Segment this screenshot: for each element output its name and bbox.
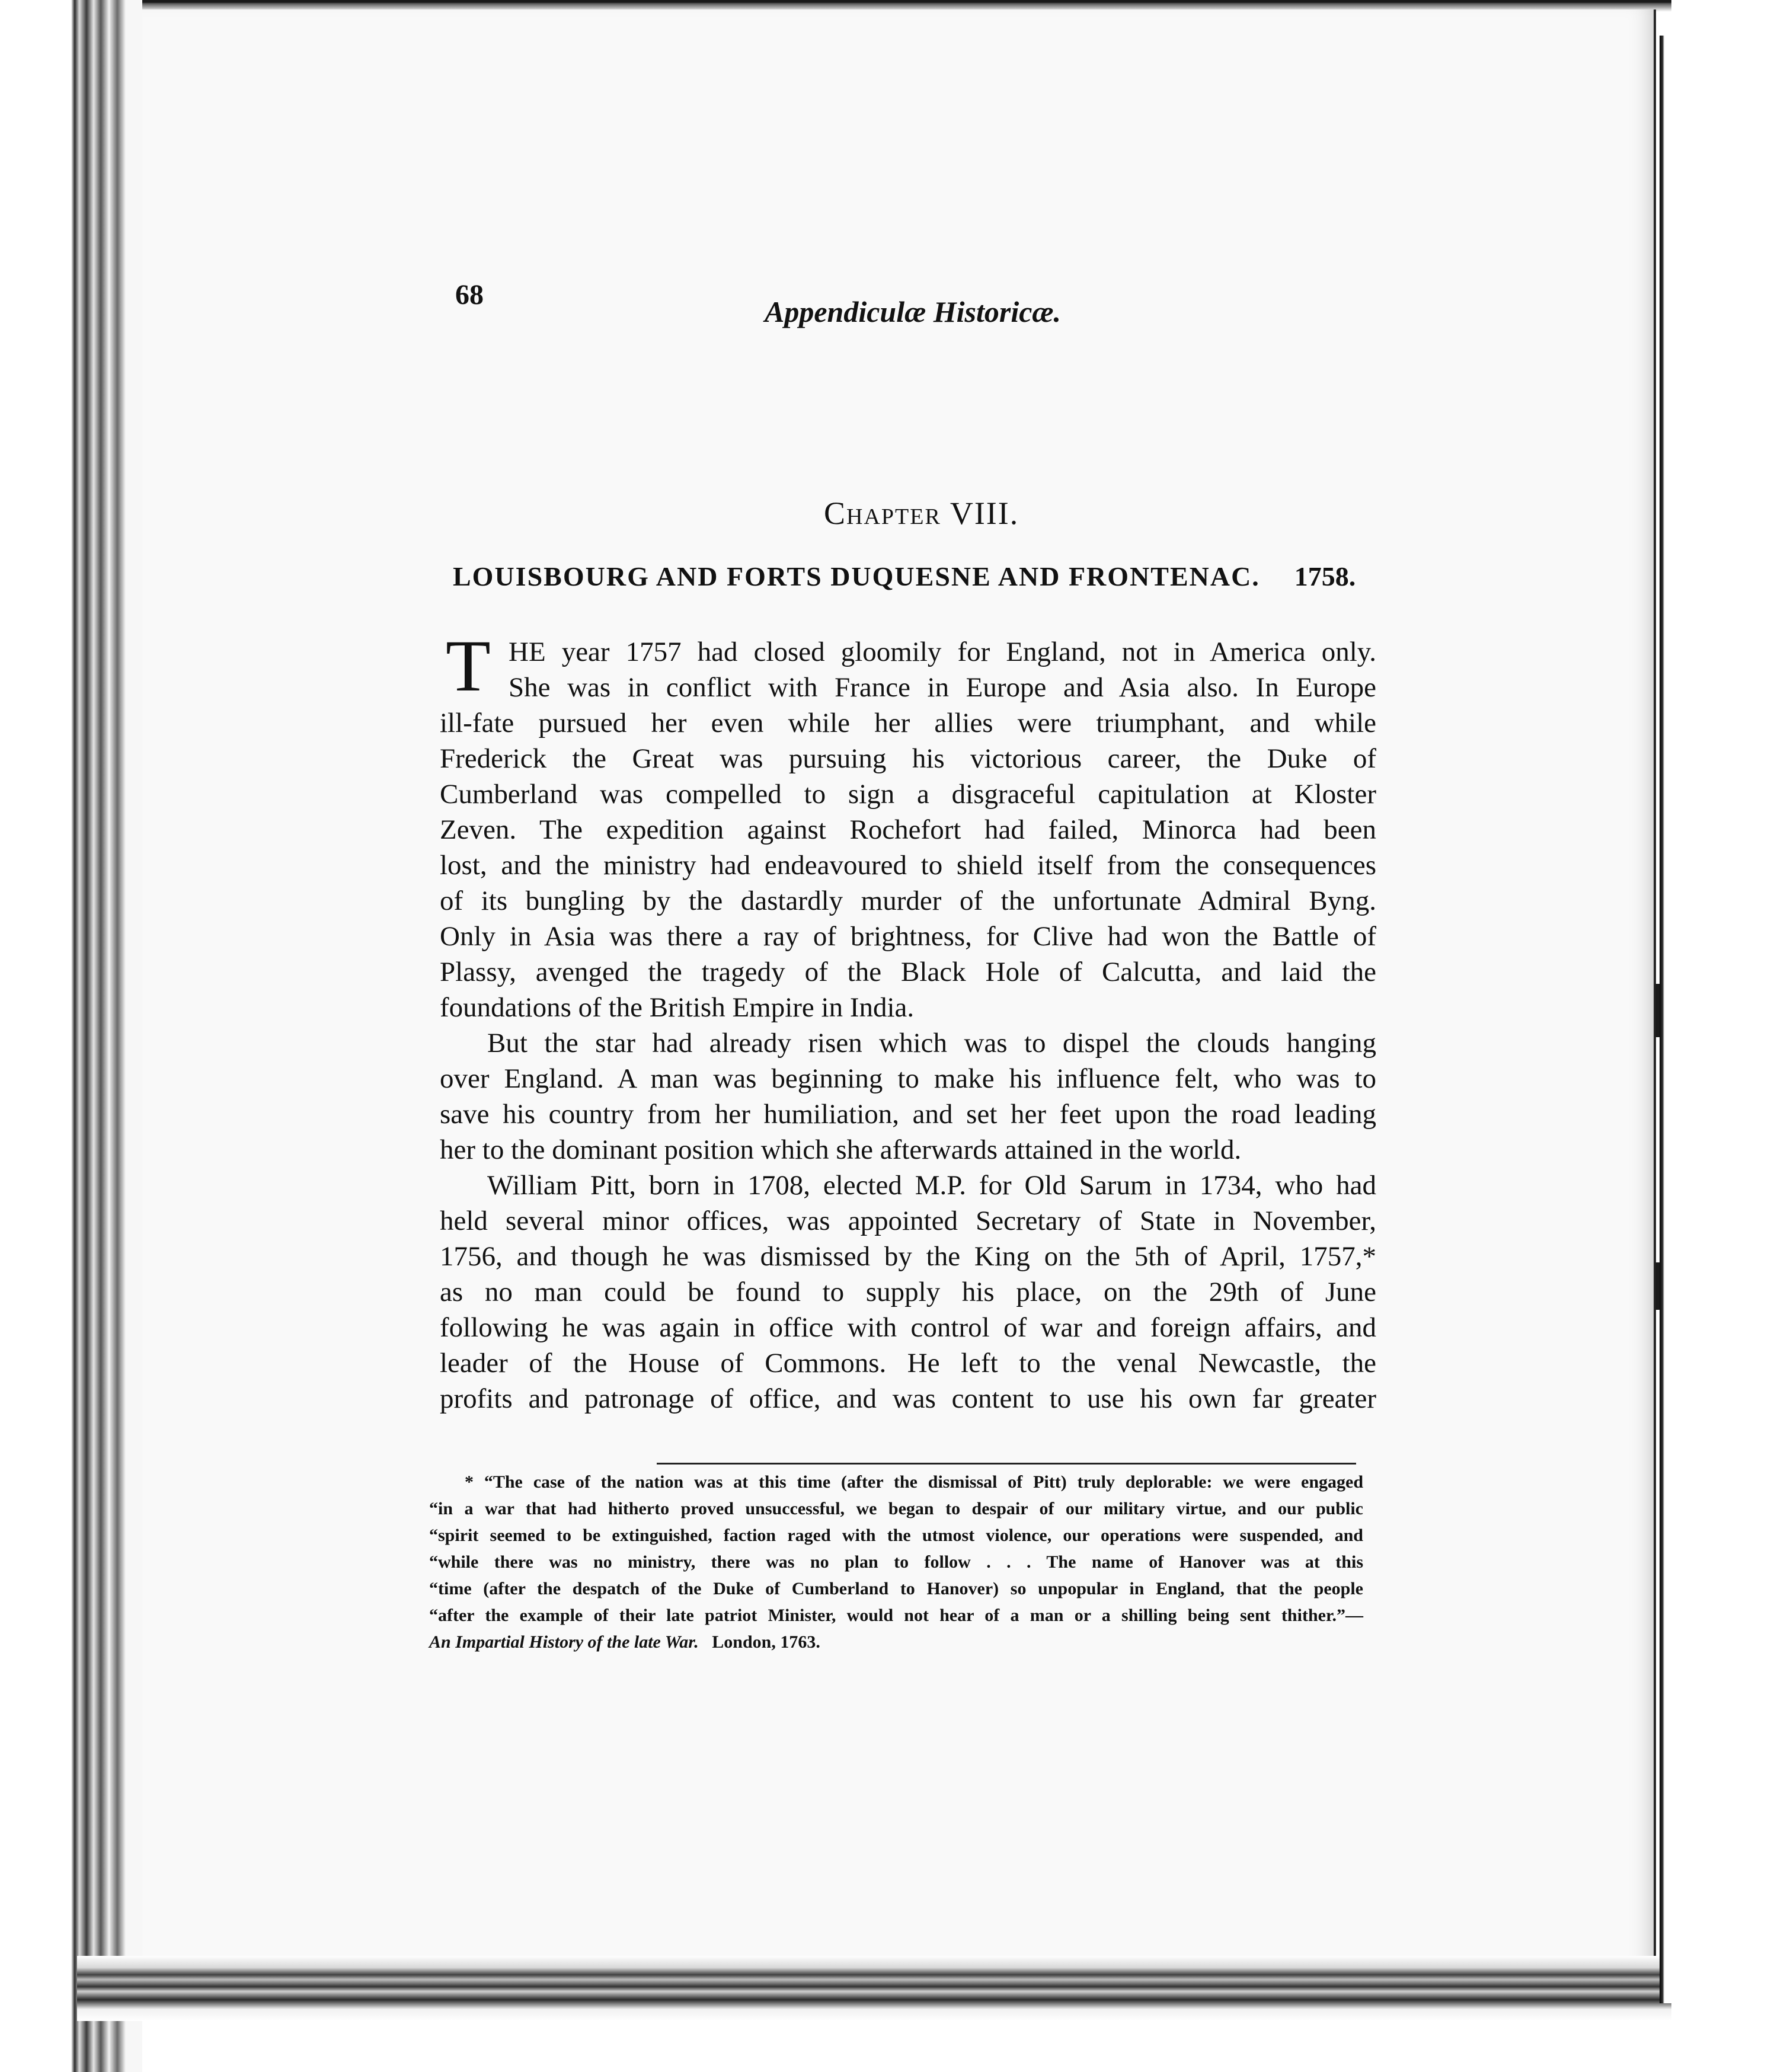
body-line: 1756, and though he was dismissed by the King on the 5th of April, 1757,* [440, 1241, 1376, 1272]
chapter-label: CHAPTER VIII. [824, 495, 1019, 531]
footnote-source-place-date: London, 1763. [712, 1632, 820, 1652]
page-number: 68 [455, 279, 484, 311]
chapter-title-text: LOUISBOURG AND FORTS DUQUESNE AND FRONTENAC. [453, 561, 1260, 591]
footnote-line: “after the example of their late patriot Minister, would not hear of a man or a shilling being sent thither.”— [429, 1606, 1363, 1625]
footnote-line: “while there was no ministry, there was no plan to follow . . . The name of Hanover was at this [429, 1552, 1363, 1572]
body-line: her to the dominant position which she afterwards attained in the world. [440, 1134, 1242, 1165]
chapter-title [453, 561, 1356, 592]
body-line: Plassy, avenged the tragedy of the Black Hole of Calcutta, and laid the [440, 957, 1376, 987]
body-line: as no man could be found to supply his place, on the 29th of June [440, 1277, 1376, 1307]
footnote-source [429, 1629, 1363, 1655]
footnote-source-title: An Impartial History of the late War. [429, 1632, 699, 1652]
body-line: profits and patronage of office, and was content to use his own far greater [440, 1383, 1376, 1414]
facing-page-edge [1660, 36, 1771, 2003]
body-line: William Pitt, born in 1708, elected M.P. for Old Sarum in 1734, who had [487, 1170, 1376, 1201]
body-line: held several minor offices, was appointed Secretary of State in November, [440, 1206, 1376, 1236]
body-line: ill-fate pursued her even while her allies were triumphant, and while [440, 708, 1376, 738]
body-line: Frederick the Great was pursuing his victorious career, the Duke of [440, 743, 1376, 774]
body-line: HE year 1757 had closed gloomily for England, not in America only. [509, 637, 1376, 667]
footnote-line: “time (after the despatch of the Duke of Cumberland to Hanover) so unpopular in England, that the people [429, 1579, 1363, 1598]
page-bottom-edge [77, 1956, 1671, 2021]
book-binding-edge [0, 0, 142, 2072]
drop-cap: T [446, 625, 491, 706]
facing-page-mark [1655, 984, 1660, 1037]
body-line: Cumberland was compelled to sign a disgraceful capitulation at Kloster [440, 779, 1376, 810]
chapter-year: 1758. [1294, 561, 1356, 591]
body-line: She was in conflict with France in Europe and Asia also. In Europe [509, 672, 1376, 703]
body-line: Zeven. The expedition against Rochefort had failed, Minorca had been [440, 814, 1376, 845]
body-line: over England. A man was beginning to make his influence felt, who was to [440, 1063, 1376, 1094]
body-line: foundations of the British Empire in India. [440, 992, 915, 1023]
body-line: following he was again in office with control of war and foreign affairs, and [440, 1312, 1376, 1343]
footnote-rule [657, 1463, 1356, 1465]
footnote-line: * “The case of the nation was at this time (after the dismissal of Pitt) truly deplorable: we were engaged [465, 1472, 1363, 1492]
body-line: save his country from her humiliation, and set her feet upon the road leading [440, 1099, 1376, 1130]
running-head: Appendiculæ Historicæ. [765, 295, 1062, 328]
body-line: But the star had already risen which was to dispel the clouds hanging [487, 1028, 1376, 1059]
body-line: Only in Asia was there a ray of brightness, for Clive had won the Battle of [440, 921, 1376, 952]
body-line: of its bungling by the dastardly murder of the unfortunate Admiral Byng. [440, 885, 1376, 916]
facing-page-mark [1655, 1262, 1660, 1310]
body-line: lost, and the ministry had endeavoured to shield itself from the consequences [440, 850, 1376, 881]
body-line: leader of the House of Commons. He left to the venal Newcastle, the [440, 1348, 1376, 1379]
footnote-line: “spirit seemed to be extinguished, faction raged with the utmost violence, our operations were suspended, and [429, 1526, 1363, 1545]
footnote-line: “in a war that had hitherto proved unsuccessful, we began to despair of our military virtue, and our public [429, 1499, 1363, 1518]
